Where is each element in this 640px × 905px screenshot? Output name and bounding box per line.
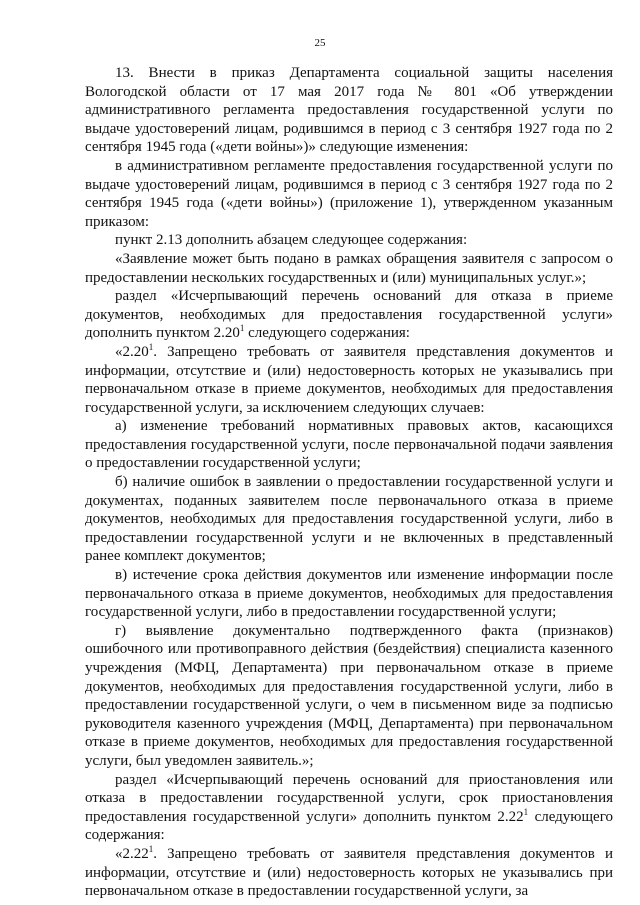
paragraph-case-b: б) наличие ошибок в заявлении о предоставлении государственной услуги и документах, поданных заявителем после первоначального отказа в приеме документов, необходимых для предоставления государственной услуги, либо в предоставлении государственной услуги и не включенных в представленный ранее комплект документов; xyxy=(85,474,613,565)
paragraph-text: следующего содержания: xyxy=(85,808,613,844)
paragraph-regulation-changes: в административном регламенте предоставления государственной услуги по выдаче удостоверений лицам, родившимся в период с 3 сентября 1927 года по 2 сентября 1945 года («дети войны») (приложение 1), утвержденном указанным приказом: xyxy=(85,157,613,230)
paragraph-point-2-13: пункт 2.13 дополнить абзацем следующее содержания: xyxy=(115,232,468,249)
paragraph-case-g: г) выявление документально подтвержденного факта (признаков) ошибочного или противоправного действия (бездействия) специалиста казенного учреждения (МФЦ, Департамента) при первоначальном отказе в приеме документов, необходимых для предоставления государственной услуги, либо в предоставлении государственной услуги, о чем в письменном виде за подписью руководителя казенного учреждения (МФЦ, Департамента) при первоначальном отказе в приеме документов, необходимых для предоставления государственной услуги, был уведомлен заявитель.»; xyxy=(85,622,613,769)
paragraph-text: . Запрещено требовать от заявителя представления документов и информации, отсутствие и (или) недостоверность которых не указывались при первоначальном отказе в предоставлении государственной услуги, за xyxy=(85,845,613,900)
paragraph-section-refusal xyxy=(85,287,613,343)
paragraph-point-2-22-1 xyxy=(85,845,613,901)
paragraph-text: . Запрещено требовать от заявителя представления документов и информации, отсутствие и (или) недостоверность которых не указывались при первоначальном отказе в приеме документов, необходимых для предоставления государственной услуги, за исключением следующих случаев: xyxy=(85,343,613,416)
document-body xyxy=(85,64,613,901)
paragraph-text: следующего содержания: xyxy=(244,325,410,342)
paragraph-case-a: а) изменение требований нормативных правовых актов, касающихся предоставления государственной услуги, после первоначальной подачи заявления о предоставлении государственной услуги; xyxy=(85,418,613,472)
paragraph-case-v: в) истечение срока действия документов или изменение информации после первоначального отказа в приеме документов, необходимых для предоставления государственной услуги, либо в предоставлении государственной услуги; xyxy=(85,567,613,621)
paragraph-application-quote: «Заявление может быть подано в рамках обращения заявителя с запросом о предоставлении нескольких государственных и (или) муниципальных услуг.»; xyxy=(85,250,613,286)
paragraph-point-2-20-1 xyxy=(85,343,613,417)
superscript-mark: 1 xyxy=(523,806,529,817)
paragraph-text: «2.20 xyxy=(115,343,149,360)
paragraph-text: «2.22 xyxy=(115,845,149,862)
paragraph-section-suspension xyxy=(85,771,613,845)
paragraph-text: раздел «Исчерпывающий перечень оснований для приостановления или отказа в предоставлении государственной услуги, срок приостановления предоставления государственной услуги» дополнить пунктом 2.22 xyxy=(85,771,613,825)
paragraph-text: раздел «Исчерпывающий перечень оснований для отказа в приеме документов, необходимых для предоставления государственной услуги» дополнить пунктом 2.20 xyxy=(85,288,613,342)
superscript-mark: 1 xyxy=(148,341,154,352)
superscript-mark: 1 xyxy=(239,323,245,334)
superscript-mark: 1 xyxy=(148,843,154,854)
paragraph-item-13: 13. Внести в приказ Департамента социальной защиты населения Вологодской области от 17 мая 2017 года № 801 «Об утверждении административного регламента предоставления государственной услуги по выдаче удостоверений лицам, родившимся в период с 3 сентября 1927 года по 2 сентября 1945 года («дети войны»)» следующие изменения: xyxy=(85,65,613,156)
page-number: 25 xyxy=(314,37,326,49)
